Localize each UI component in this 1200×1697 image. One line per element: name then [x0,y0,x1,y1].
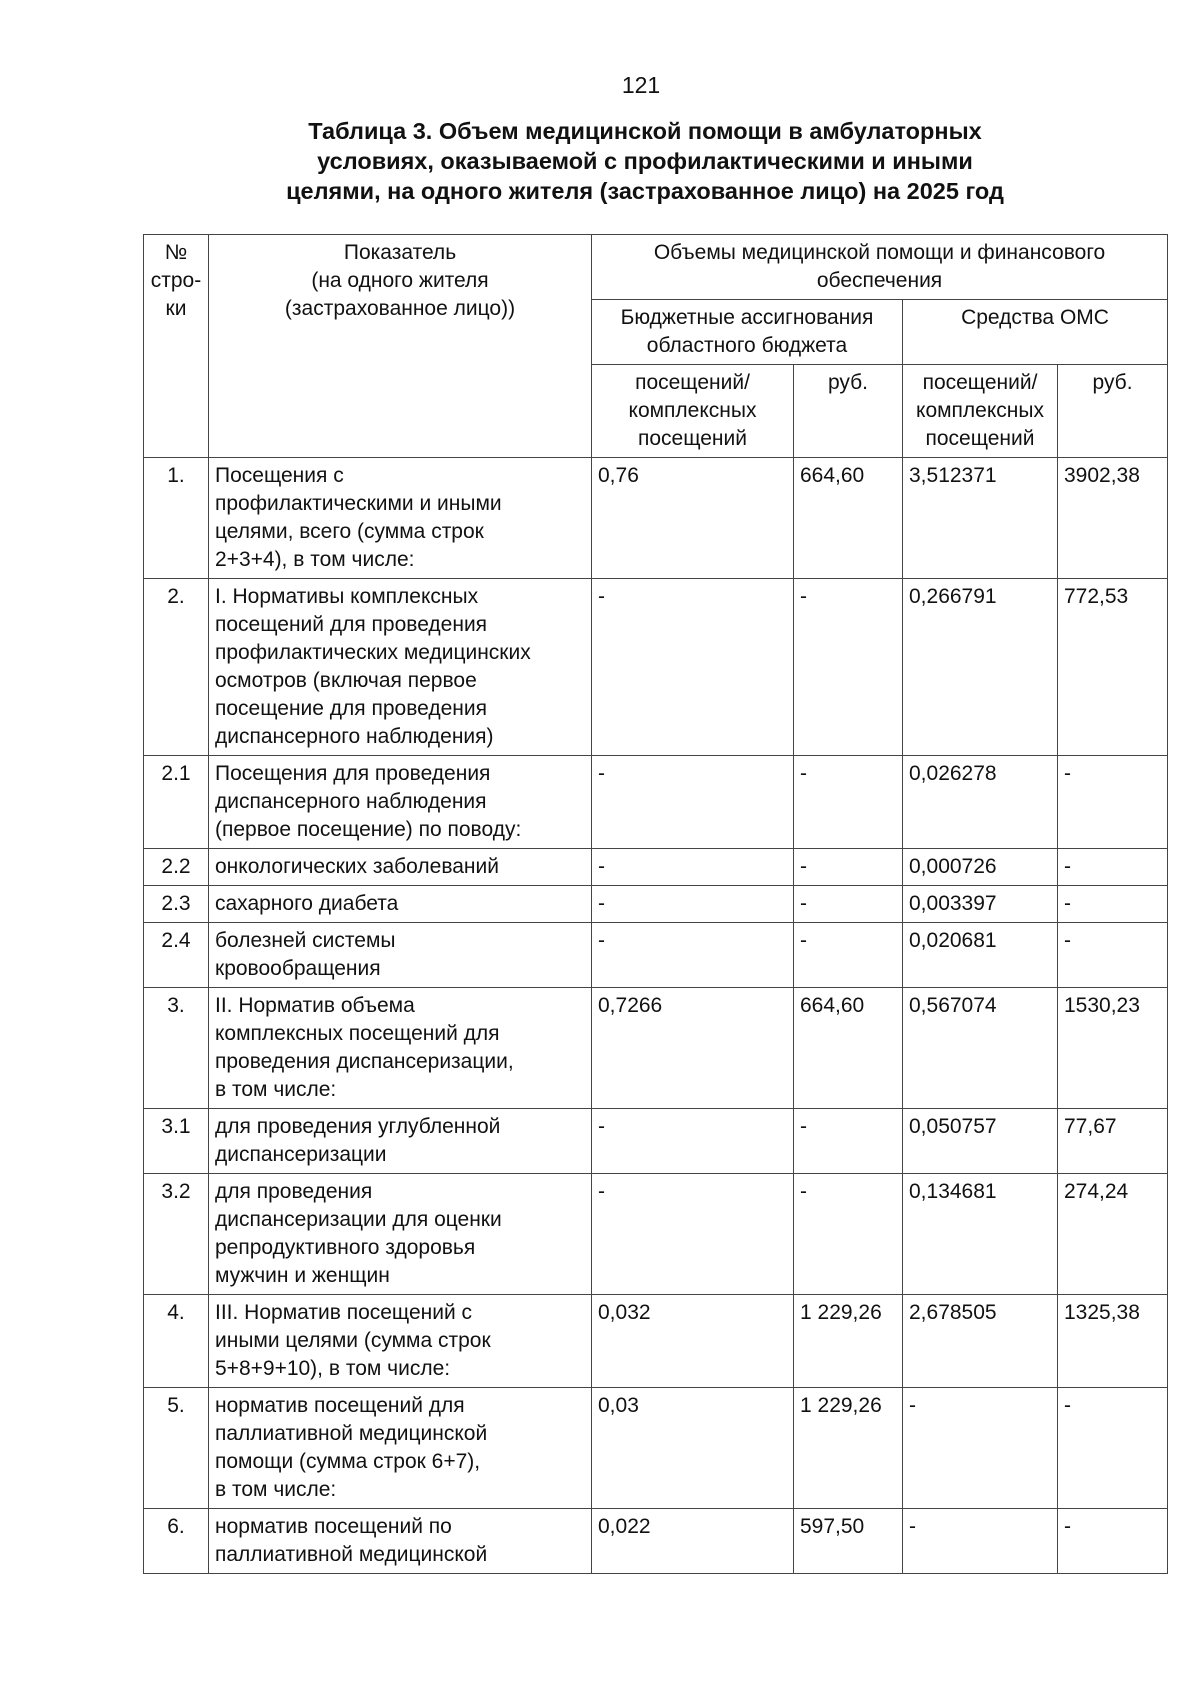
indicator-line: профилактических медицинских [215,641,531,664]
oms-rub: 274,24 [1058,1174,1168,1295]
title-line: условиях, оказываемой с профилактическими и иными [317,148,973,174]
title-line: Таблица 3. Объем медицинской помощи в амбулаторных [308,118,982,144]
indicator-line: болезней системы [215,929,396,952]
budget-visits: 0,03 [592,1388,794,1509]
budget-rub: - [794,849,903,886]
header-oms: Средства ОМС [903,300,1168,365]
oms-visits: 0,003397 [903,886,1058,923]
row-number: 3. [144,988,209,1109]
indicator-line: в том числе: [215,1478,337,1501]
indicator-line: помощи (сумма строк 6+7), [215,1450,481,1473]
indicator-line: Посещения с [215,464,344,487]
table-row [144,756,1168,849]
indicator-line: онкологических заболеваний [215,855,499,878]
row-number: 4. [144,1295,209,1388]
budget-visits: - [592,1174,794,1295]
oms-rub: 772,53 [1058,579,1168,756]
indicator-line: диспансерного наблюдения) [215,725,494,748]
row-indicator [209,1388,592,1509]
budget-visits: 0,76 [592,458,794,579]
row-number: 2.3 [144,886,209,923]
indicator-line: 2+3+4), в том числе: [215,548,415,571]
oms-visits: 2,678505 [903,1295,1058,1388]
oms-rub: - [1058,849,1168,886]
row-indicator [209,988,592,1109]
oms-visits: - [903,1388,1058,1509]
budget-rub: - [794,1174,903,1295]
header-row-number: № стро- ки [144,235,209,458]
indicator-line: диспансерного наблюдения [215,790,487,813]
header-budget-rub: руб. [794,365,903,458]
row-indicator [209,886,592,923]
header-row [144,235,1168,300]
row-number: 3.1 [144,1109,209,1174]
table-row [144,886,1168,923]
title-line: целями, на одного жителя (застрахованное лицо) на 2025 год [286,178,1004,204]
budget-visits: - [592,849,794,886]
oms-visits: 0,134681 [903,1174,1058,1295]
indicator-line: в том числе: [215,1078,337,1101]
indicator-line: посещение для проведения [215,697,488,720]
oms-rub: - [1058,923,1168,988]
row-indicator [209,1109,592,1174]
row-number: 2.1 [144,756,209,849]
indicator-line: III. Норматив посещений с [215,1301,473,1324]
oms-rub: 1530,23 [1058,988,1168,1109]
indicator-line: паллиативной медицинской [215,1543,488,1566]
oms-rub: - [1058,1509,1168,1574]
budget-visits: 0,7266 [592,988,794,1109]
header-budget-visits: посещений/ комплексных посещений [592,365,794,458]
oms-rub: 77,67 [1058,1109,1168,1174]
indicator-line: II. Норматив объема [215,994,415,1017]
indicator-line: для проведения [215,1180,373,1203]
table-row [144,1295,1168,1388]
header-indicator: Показатель (на одного жителя (застрахованное лицо)) [209,235,592,458]
budget-visits: - [592,579,794,756]
indicator-line: диспансеризации для оценки [215,1208,502,1231]
indicator-line: сахарного диабета [215,892,399,915]
table-row [144,988,1168,1109]
oms-rub: 3902,38 [1058,458,1168,579]
oms-visits: - [903,1509,1058,1574]
oms-visits: 0,020681 [903,923,1058,988]
budget-visits: - [592,886,794,923]
row-number: 5. [144,1388,209,1509]
indicator-line: проведения диспансеризации, [215,1050,514,1073]
budget-visits: - [592,1109,794,1174]
oms-visits: 0,266791 [903,579,1058,756]
header-oms-rub: руб. [1058,365,1168,458]
indicator-line: иными целями (сумма строк [215,1329,491,1352]
oms-rub: - [1058,756,1168,849]
oms-rub: 1325,38 [1058,1295,1168,1388]
row-indicator [209,579,592,756]
row-indicator [209,756,592,849]
row-number: 1. [144,458,209,579]
header-volumes: Объемы медицинской помощи и финансового обеспечения [592,235,1168,300]
indicator-line: кровообращения [215,957,381,980]
table-row [144,1174,1168,1295]
budget-rub: 597,50 [794,1509,903,1574]
oms-visits: 0,050757 [903,1109,1058,1174]
row-indicator [209,1174,592,1295]
row-indicator [209,1509,592,1574]
indicator-line: репродуктивного здоровья [215,1236,476,1259]
indicator-line: посещений для проведения [215,613,488,636]
oms-visits: 0,567074 [903,988,1058,1109]
row-number: 2.2 [144,849,209,886]
table-row [144,849,1168,886]
row-indicator [209,849,592,886]
volume-table [143,234,1168,1574]
indicator-line: для проведения углубленной [215,1115,501,1138]
oms-rub: - [1058,1388,1168,1509]
budget-rub: 1 229,26 [794,1295,903,1388]
indicator-line: диспансеризации [215,1143,387,1166]
indicator-line: I. Нормативы комплексных [215,585,479,608]
table-row [144,1388,1168,1509]
row-indicator [209,923,592,988]
row-indicator [209,1295,592,1388]
indicator-line: норматив посещений по [215,1515,452,1538]
table-row [144,579,1168,756]
oms-rub: - [1058,886,1168,923]
oms-visits: 0,026278 [903,756,1058,849]
page-number: 121 [621,72,661,98]
table-row [144,923,1168,988]
budget-visits: 0,022 [592,1509,794,1574]
budget-visits: - [592,756,794,849]
indicator-line: паллиативной медицинской [215,1422,488,1445]
indicator-line: Посещения для проведения [215,762,491,785]
header-oms-visits: посещений/ комплексных посещений [903,365,1058,458]
table-row [144,1109,1168,1174]
header-budget: Бюджетные ассигнования областного бюджета [592,300,903,365]
indicator-line: мужчин и женщин [215,1264,390,1287]
budget-rub: - [794,1109,903,1174]
row-indicator [209,458,592,579]
indicator-line: целями, всего (сумма строк [215,520,484,543]
indicator-line: 5+8+9+10), в том числе: [215,1357,451,1380]
budget-rub: 1 229,26 [794,1388,903,1509]
table-row [144,1509,1168,1574]
indicator-line: комплексных посещений для [215,1022,500,1045]
budget-visits: 0,032 [592,1295,794,1388]
row-number: 3.2 [144,1174,209,1295]
table-row [144,458,1168,579]
indicator-line: (первое посещение) по поводу: [215,818,522,841]
table-title [200,116,1090,206]
indicator-line: осмотров (включая первое [215,669,477,692]
row-number: 6. [144,1509,209,1574]
row-number: 2. [144,579,209,756]
budget-rub: 664,60 [794,988,903,1109]
oms-visits: 0,000726 [903,849,1058,886]
budget-visits: - [592,923,794,988]
budget-rub: - [794,886,903,923]
indicator-line: норматив посещений для [215,1394,465,1417]
oms-visits: 3,512371 [903,458,1058,579]
budget-rub: - [794,756,903,849]
budget-rub: 664,60 [794,458,903,579]
budget-rub: - [794,923,903,988]
indicator-line: профилактическими и иными [215,492,502,515]
budget-rub: - [794,579,903,756]
row-number: 2.4 [144,923,209,988]
